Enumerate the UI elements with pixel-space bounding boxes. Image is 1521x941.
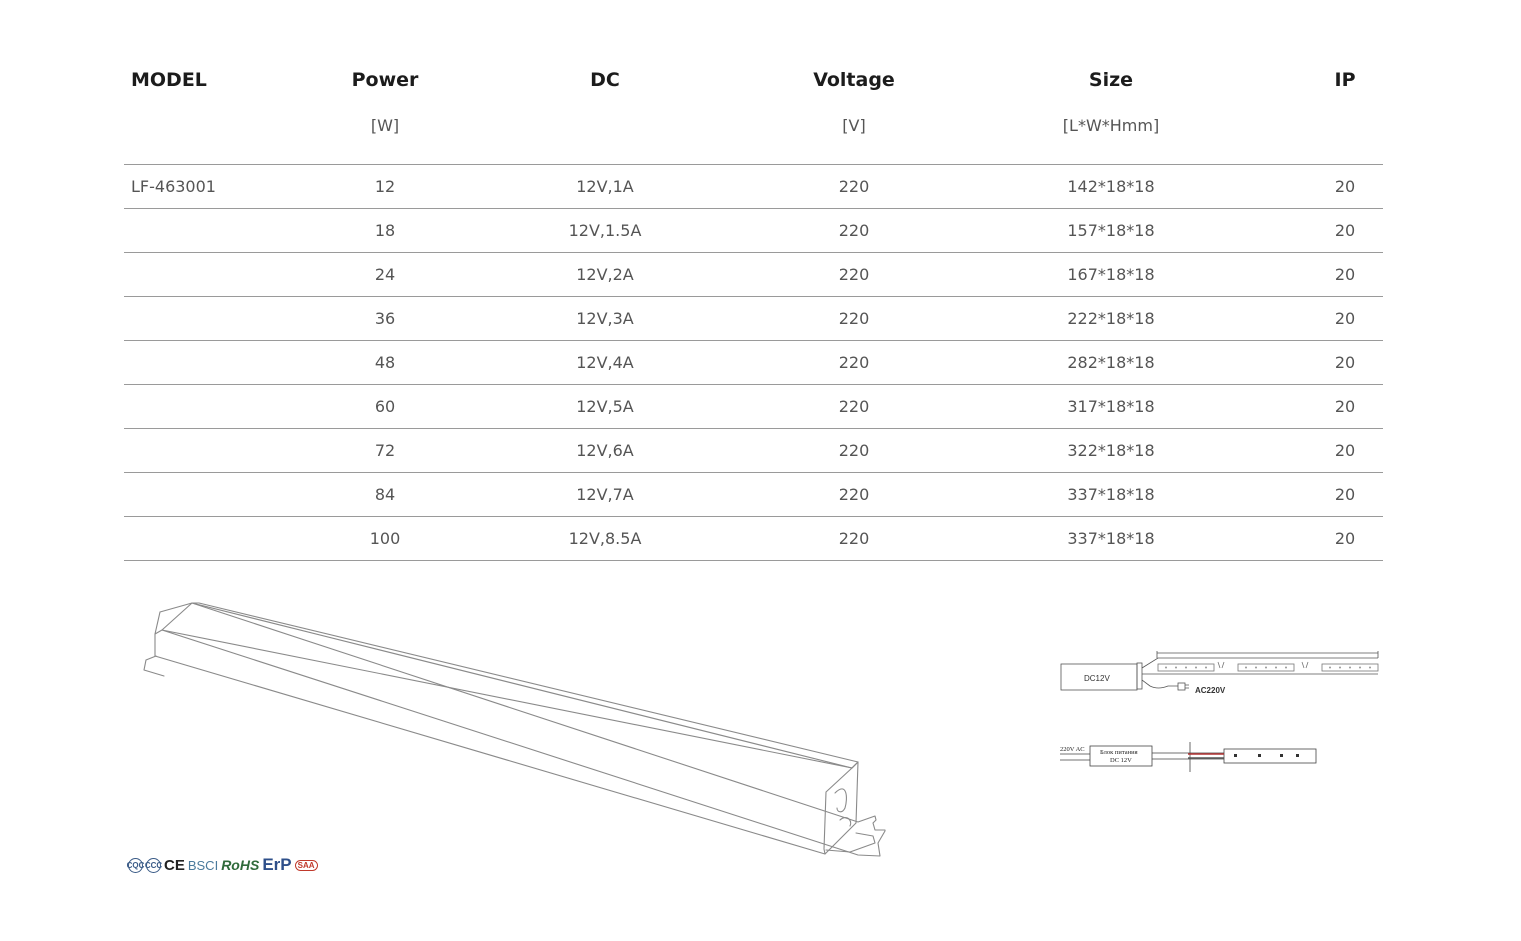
- header-size: Size: [1088, 69, 1134, 91]
- cell-power: 24: [374, 265, 396, 284]
- table-row: [124, 297, 1383, 341]
- cell-dc: 12V,2A: [576, 265, 634, 284]
- cell-dc: 12V,1.5A: [568, 221, 642, 240]
- header-model: MODEL: [131, 69, 207, 91]
- cell-size: 322*18*18: [1067, 441, 1155, 460]
- diagram-ac-input-label: 220V AC: [1060, 746, 1085, 753]
- cell-power: 12: [374, 177, 396, 196]
- bsci-logo: BSCI: [187, 857, 219, 873]
- wiring-diagram-driver: [1058, 736, 1320, 776]
- cell-size: 337*18*18: [1067, 529, 1155, 548]
- cell-model: [131, 385, 331, 428]
- cell-size: 222*18*18: [1067, 309, 1155, 328]
- cell-dc: 12V,4A: [576, 353, 634, 372]
- cell-ip: 20: [1334, 485, 1356, 504]
- header-power: Power: [351, 69, 419, 91]
- diagram-dc-label: DC12V: [1084, 674, 1110, 683]
- cell-dc: 12V,7A: [576, 485, 634, 504]
- table-row: [124, 165, 1383, 209]
- cell-model: [131, 253, 331, 296]
- table-body: [124, 165, 1383, 561]
- unit-model: [131, 100, 331, 150]
- unit-dc: [535, 100, 675, 150]
- table-row: [124, 209, 1383, 253]
- cell-ip: 20: [1334, 265, 1356, 284]
- erp-logo: ErP: [262, 855, 292, 874]
- table-row: [124, 473, 1383, 517]
- cell-dc: 12V,1A: [576, 177, 634, 196]
- cell-model: [131, 341, 331, 384]
- cell-dc: 12V,6A: [576, 441, 634, 460]
- unit-voltage: [V]: [842, 115, 866, 135]
- cell-size: 157*18*18: [1067, 221, 1155, 240]
- diagram-box-line1: Блок питания: [1100, 749, 1138, 756]
- cell-model: [131, 209, 331, 252]
- cell-power: 60: [374, 397, 396, 416]
- cell-dc: 12V,5A: [576, 397, 634, 416]
- cell-power: 100: [369, 529, 401, 548]
- cell-power: 72: [374, 441, 396, 460]
- cell-power: 36: [374, 309, 396, 328]
- cell-power: 84: [374, 485, 396, 504]
- cell-voltage: 220: [838, 353, 870, 372]
- cell-power: 18: [374, 221, 396, 240]
- rohs-logo: RoHS: [221, 857, 260, 873]
- cell-voltage: 220: [838, 177, 870, 196]
- table-row: [124, 341, 1383, 385]
- cell-voltage: 220: [838, 309, 870, 328]
- wiring-diagram-strip: [1058, 646, 1384, 702]
- ce-logo: CE: [164, 856, 185, 874]
- cell-model: [131, 473, 331, 516]
- table-header-row: [124, 60, 1383, 100]
- table-row: [124, 429, 1383, 473]
- cell-size: 167*18*18: [1067, 265, 1155, 284]
- power-supply-illustration: [140, 598, 900, 868]
- cell-ip: 20: [1334, 177, 1356, 196]
- certification-logos: [128, 855, 318, 875]
- header-ip: IP: [1334, 69, 1356, 91]
- cell-size: 282*18*18: [1067, 353, 1155, 372]
- cell-model: [131, 297, 331, 340]
- table-row: [124, 253, 1383, 297]
- cell-model: LF-463001: [131, 177, 216, 196]
- diagram-ac-label: AC220V: [1195, 686, 1226, 695]
- cell-voltage: 220: [838, 221, 870, 240]
- cell-voltage: 220: [838, 441, 870, 460]
- cell-dc: 12V,8.5A: [568, 529, 642, 548]
- cell-ip: 20: [1334, 221, 1356, 240]
- cell-ip: 20: [1334, 441, 1356, 460]
- cell-ip: 20: [1334, 353, 1356, 372]
- table-row: [124, 385, 1383, 429]
- header-voltage: Voltage: [813, 69, 895, 91]
- cell-ip: 20: [1334, 397, 1356, 416]
- header-dc: DC: [590, 69, 620, 91]
- cell-ip: 20: [1334, 529, 1356, 548]
- diagram-box-line2: DC 12V: [1110, 757, 1132, 764]
- cell-voltage: 220: [838, 529, 870, 548]
- cell-dc: 12V,3A: [576, 309, 634, 328]
- ccc-logo: CCC: [146, 858, 161, 873]
- cell-model: [131, 517, 331, 560]
- cell-size: 337*18*18: [1067, 485, 1155, 504]
- cell-ip: 20: [1334, 309, 1356, 328]
- table-row: [124, 517, 1383, 561]
- saa-logo: SAA: [295, 860, 318, 871]
- cell-size: 142*18*18: [1067, 177, 1155, 196]
- unit-ip: [1295, 100, 1395, 150]
- cqc-logo: CQC: [128, 858, 143, 873]
- unit-power: [W]: [370, 115, 400, 135]
- cell-power: 48: [374, 353, 396, 372]
- spec-table: [124, 60, 1383, 561]
- cell-voltage: 220: [838, 397, 870, 416]
- cell-voltage: 220: [838, 265, 870, 284]
- cell-model: [131, 429, 331, 472]
- table-units-row: [124, 100, 1383, 165]
- cell-voltage: 220: [838, 485, 870, 504]
- unit-size: [L*W*Hmm]: [1062, 115, 1160, 135]
- cell-size: 317*18*18: [1067, 397, 1155, 416]
